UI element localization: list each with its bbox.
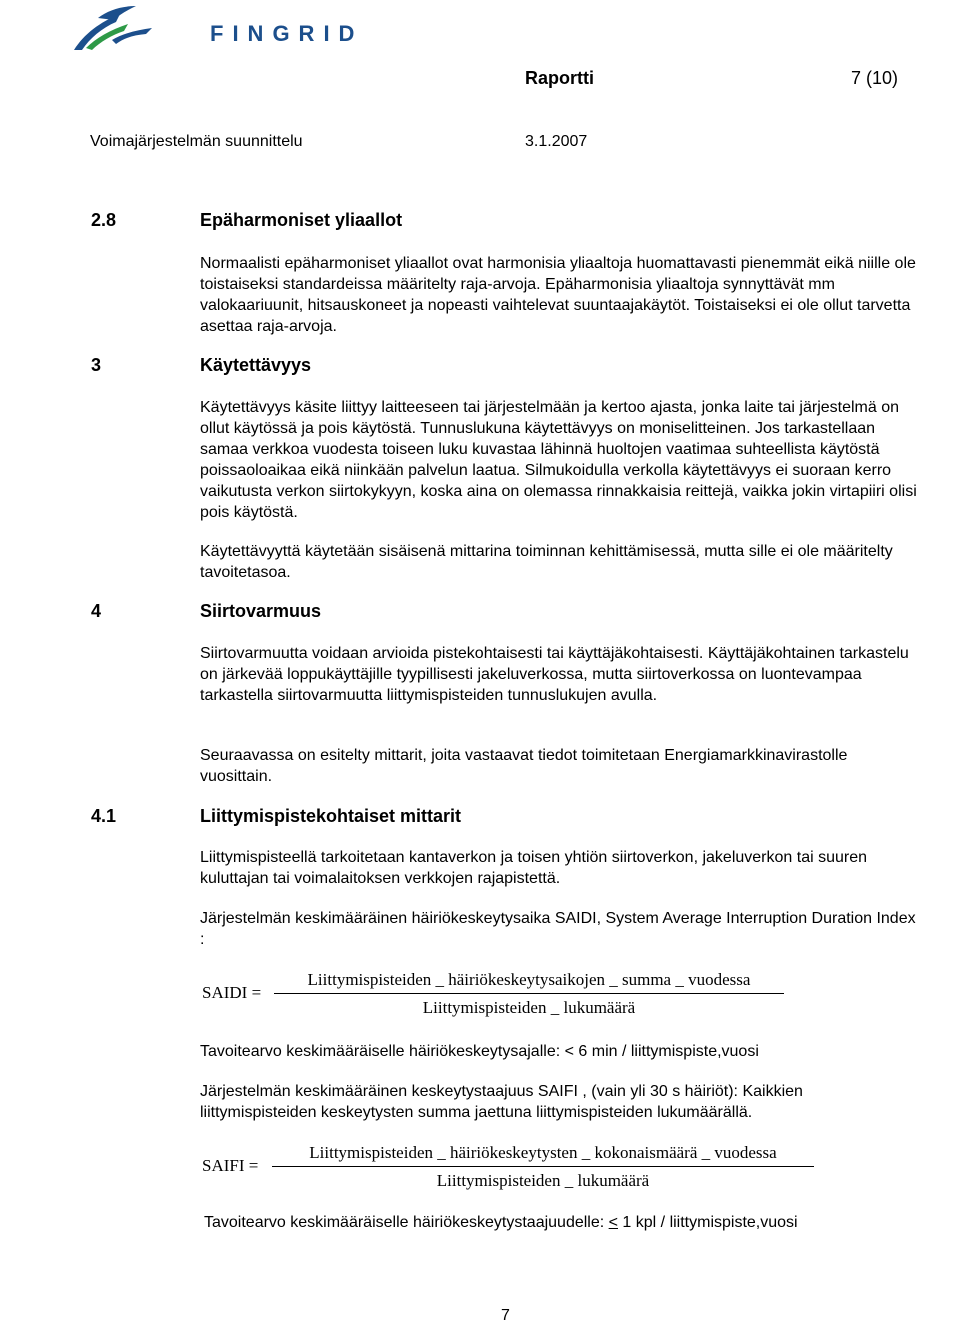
section-2-8-paragraph: [200, 253, 920, 337]
saifi-target-symbol: <: [608, 1214, 618, 1231]
saifi-target-prefix: Tavoitearvo keskimääräiselle häiriökeskeytystaajuudelle:: [204, 1214, 609, 1231]
logo-wordmark: FINGRID: [210, 21, 364, 46]
paragraph-text: Järjestelmän keskimääräinen keskeytystaajuus SAIFI , (vain yli 30 s häiriöt): Kaikkien liittymispisteiden keskeytysten summa jaettuna liittymispisteiden lukumäärällä.: [200, 1083, 803, 1121]
fingrid-emblem-icon: [72, 4, 202, 54]
paragraph-text: Tavoitearvo keskimääräiselle häiriökeskeytysajalle: < 6 min / liittymispiste,vuosi: [200, 1043, 759, 1060]
saidi-denominator: Liittymispisteiden _ lukumäärä: [422, 998, 636, 1017]
paragraph-text: Käytettävyyttä käytetään sisäisenä mittarina toiminnan kehittämisessä, mutta sille ei ole määritelty tavoitetasoa.: [200, 543, 893, 581]
section-4-1-paragraph-3: [200, 1081, 920, 1123]
document-date: 3.1.2007: [525, 133, 588, 150]
section-2-8-title: Epäharmoniset yliaallot: [200, 210, 403, 230]
saifi-numerator: Liittymispisteiden _ häiriökeskeytysten _ kokonaismäärä _ vuodessa: [309, 1143, 777, 1162]
department-label: Voimajärjestelmän suunnittelu: [90, 133, 303, 150]
saifi-target-suffix: 1 kpl / liittymispiste,vuosi: [617, 1214, 798, 1231]
paragraph-text: Siirtovarmuutta voidaan arvioida pistekohtaisesti tai käyttäjäkohtaisesti. Käyttäjäkohtainen tarkastelu on järkevää loppukäyttäjille tyypillisesti jakeluverkossa, mutta siirtoverkossa on luontevampaa tarkastella siirtovarmuutta liittymispisteiden tunnuslukujen avulla.: [200, 645, 909, 704]
paragraph-text: Normaalisti epäharmoniset yliaallot ovat harmonisia yliaaltoja huomattavasti pienemmät eikä niille ole toistaiseksi standardeissa määritelty raja-arvoja. Epäharmonisia yliaaltoja synnyttävät mm valokaariuunit, hitsauskoneet ja nopeasti vaihtelevat suuntaajakäytöt. Toistaiseksi ei ole ollut tarvetta asettaa raja-arvoja.: [200, 255, 916, 335]
section-4-number: 4: [91, 601, 102, 621]
saifi-denominator: Liittymispisteiden _ lukumäärä: [436, 1171, 650, 1190]
saidi-formula: [200, 968, 800, 1028]
saidi-numerator: Liittymispisteiden _ häiriökeskeytysaikojen _ summa _ vuodessa: [307, 970, 751, 989]
section-4-1-title: Liittymispistekohtaiset mittarit: [200, 806, 462, 826]
report-label: Raportti: [525, 68, 594, 88]
section-4-title: Siirtovarmuus: [200, 601, 322, 621]
saifi-formula: [200, 1141, 820, 1201]
saidi-target: [200, 1041, 920, 1062]
paragraph-text: Seuraavassa on esitelty mittarit, joita vastaavat tiedot toimitetaan Energiamarkkinavirastolle vuosittain.: [200, 747, 848, 785]
section-2-8-number: 2.8: [91, 210, 117, 230]
section-4-paragraph-1: [200, 643, 920, 706]
section-3-paragraph-1: [200, 397, 920, 523]
section-4-paragraph-2: [200, 745, 920, 787]
paragraph-text: Käytettävyys käsite liittyy laitteeseen tai järjestelmään ja kertoo ajasta, jonka laite tai järjestelmä on ollut käytössä ja pois käytöstä. Tunnuslukuna käytettävyys on moniselitteinen. Jos tarkastellaan samaa verkkoa vuodesta toiseen luku kuvastaa lähinnä huoltojen vaatimaa suhteellista käytöstä poissaoloaikaa eikä niinkään palvelun laatua. Silmukoidulla verkolla käytettävyys ei suoraan kerro vaikutusta verkon siirtokykyyn, koska aina on olemassa rinnakkaisia reittejä, vaikka jokin virtapiiri olisi pois käytöstä.: [200, 399, 917, 521]
section-4-1-paragraph-1: [200, 847, 920, 889]
saifi-fraction-bar: [272, 1166, 814, 1167]
section-4-1-number: 4.1: [91, 806, 117, 826]
section-3-number: 3: [91, 355, 102, 375]
section-3-paragraph-2: [200, 541, 920, 583]
saidi-label: SAIDI =: [202, 983, 262, 1002]
paragraph-text: Järjestelmän keskimääräinen häiriökeskeytysaika SAIDI, System Average Interruption Duration Index :: [200, 910, 916, 948]
saifi-label: SAIFI =: [202, 1156, 259, 1175]
saifi-target: [204, 1214, 798, 1232]
section-4-1-paragraph-2: [200, 908, 920, 950]
page-indicator: 7 (10): [851, 68, 899, 88]
section-3-title: Käytettävyys: [200, 355, 312, 375]
footer-page-number: 7: [501, 1307, 510, 1324]
fingrid-logo: [72, 4, 364, 54]
saidi-fraction-bar: [274, 993, 784, 994]
paragraph-text: Liittymispisteellä tarkoitetaan kantaverkon ja toisen yhtiön siirtoverkon, jakeluverkon tai suuren kuluttajan tai voimalaitoksen verkkojen rajapistettä.: [200, 849, 868, 887]
